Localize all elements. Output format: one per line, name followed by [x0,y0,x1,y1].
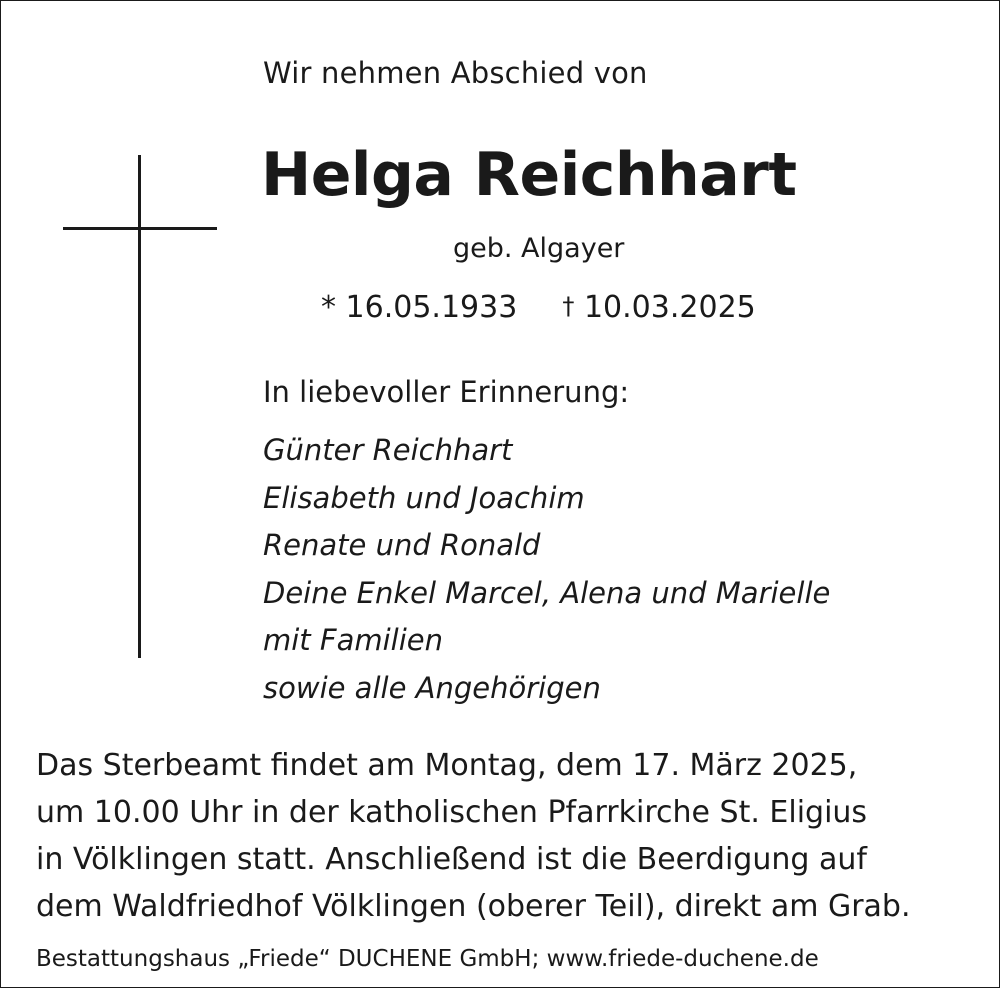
list-item: Renate und Ronald [263,528,541,562]
list-item: Deine Enkel Marcel, Alena und Marielle [263,575,831,610]
life-dates [321,284,756,330]
birth-date: 16.05.1933 [345,290,518,325]
memorial-heading: In liebevoller Erinnerung: [263,375,630,409]
service-line: Das Sterbeamt findet am Montag, dem 17. März 2025, [36,748,858,783]
maiden-name: geb. Algayer [453,233,625,264]
list-item: sowie alle Angehörigen [263,670,601,705]
intro-text: Wir nehmen Abschied von [263,56,648,90]
service-details [36,742,911,930]
service-line: dem Waldfriedhof Völklingen (oberer Teil), direkt am Grab. [36,889,911,924]
death-mark: † [562,292,575,320]
service-line: in Völklingen statt. Anschließend ist die Beerdigung auf [36,842,867,877]
funeral-home-footer: Bestattungshaus „Friede“ DUCHENE GmbH; www.friede-duchene.de [36,946,819,972]
birth-mark: * [321,290,336,325]
service-line: um 10.00 Uhr in der katholischen Pfarrkirche St. Eligius [36,795,868,830]
death-date: 10.03.2025 [583,290,756,325]
list-item: Elisabeth und Joachim [263,480,585,515]
mourners-list [263,427,830,712]
list-item: Günter Reichhart [263,433,513,467]
cross-icon-beam [63,227,217,230]
cross-icon [138,155,141,658]
list-item: mit Familien [263,623,443,657]
deceased-name: Helga Reichhart [261,140,797,210]
